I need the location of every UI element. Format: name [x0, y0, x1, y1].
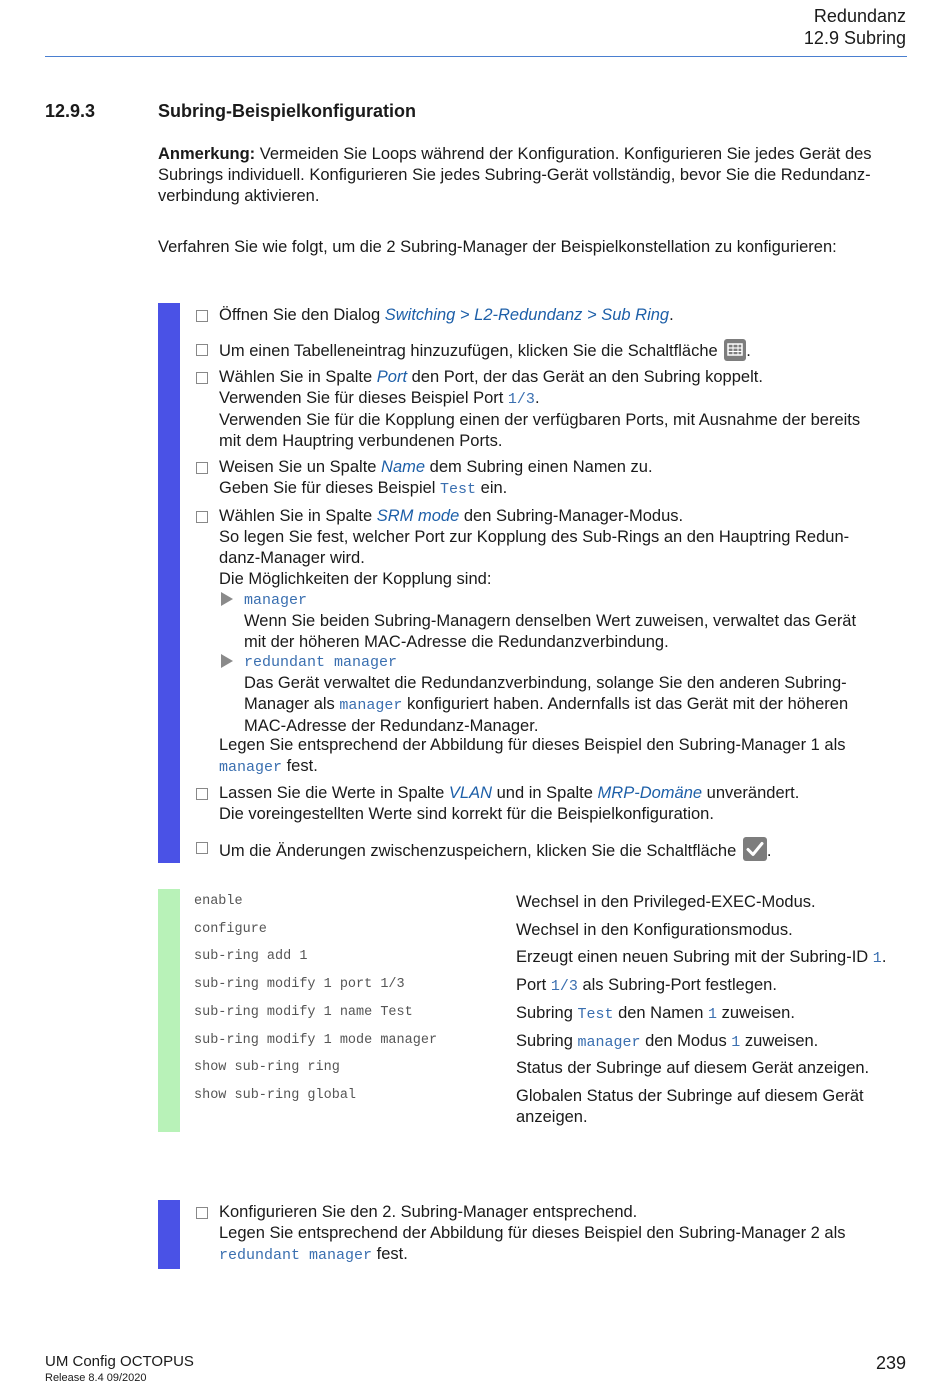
page-number: 239	[875, 1353, 906, 1373]
cli-command: configure	[194, 922, 267, 937]
note-label: Anmerkung:	[158, 145, 256, 163]
cli-command: sub-ring add 1	[194, 949, 308, 964]
footer-release: Release 8.4 09/2020	[45, 1372, 147, 1384]
step-add-entry: Um einen Tabelleneintrag hinzuzufügen, klicken Sie die Schaltfläche .	[219, 339, 909, 362]
bullet-triangle-icon	[221, 654, 233, 668]
step-save: Um die Änderungen zwischenzuspeichern, klicken Sie die Schaltfläche .	[219, 837, 909, 862]
cli-command: sub-ring modify 1 port 1/3	[194, 977, 405, 992]
cli-command: sub-ring modify 1 mode manager	[194, 1033, 438, 1048]
checkbox-icon	[196, 344, 208, 356]
footer-doc-title: UM Config OCTOPUS	[45, 1353, 194, 1370]
intro-paragraph: Verfahren Sie wie folgt, um die 2 Subring-Manager der Beispielkonstellation zu konfigurieren:	[158, 238, 837, 256]
note-paragraph: Anmerkung: Vermeiden Sie Loops während der Konfiguration. Konfigurieren Sie jedes Gerät des Subrings individuell. Konfigurieren Sie jedes Subring-Gerät vollständig, bevor Sie die Redundanz- verbindung aktivieren.	[158, 145, 872, 205]
header-rule	[45, 56, 907, 57]
step-srm-mode: Wählen Sie in Spalte SRM mode den Subring-Manager-Modus. So legen Sie fest, welcher Port zur Kopplung des Sub-Rings an den Hauptring Redun- danz-Manager wird. Die Möglichkeiten der Kopplung sind:	[219, 507, 850, 588]
cli-description: Subring manager den Modus 1 zuweisen.	[516, 1032, 819, 1051]
step-assign-name: Weisen Sie un Spalte Name dem Subring einen Namen zu. Geben Sie für dieses Beispiel Test ein.	[219, 458, 653, 498]
checkbox-icon	[196, 310, 208, 322]
section-number: 12.9.3	[45, 101, 96, 121]
step-second-manager: Konfigurieren Sie den 2. Subring-Manager entsprechend. Legen Sie entsprechend der Abbildung für dieses Beispiel den Subring-Manager 2 als redundant manager fest.	[219, 1203, 846, 1264]
instruction-bar	[158, 1200, 180, 1269]
checkbox-icon	[196, 788, 208, 800]
cli-description: Port 1/3 als Subring-Port festlegen.	[516, 976, 777, 995]
cli-command: show sub-ring global	[194, 1088, 357, 1103]
step-open-dialog: Öffnen Sie den Dialog Switching > L2-Redundanz > Sub Ring.	[219, 306, 674, 324]
cli-bar	[158, 889, 180, 1132]
cli-command: enable	[194, 894, 243, 909]
instruction-bar	[158, 303, 180, 863]
checkbox-icon	[196, 842, 208, 854]
cli-description: Status der Subringe auf diesem Gerät anzeigen.	[516, 1059, 870, 1077]
step-select-port: Wählen Sie in Spalte Port den Port, der das Gerät an den Subring koppelt. Verwenden Sie für dieses Beispiel Port 1/3. Verwenden Sie für die Kopplung einen der verfügbaren Ports, mit Ausnahme der bereits mit dem Hauptring verbundenen Ports.	[219, 368, 861, 450]
checkmark-save-icon[interactable]	[743, 837, 767, 861]
cli-description: Wechsel in den Konfigurationsmodus.	[516, 921, 793, 939]
bullet-triangle-icon	[221, 592, 233, 606]
step-srm-conclusion: Legen Sie entsprechend der Abbildung für dieses Beispiel den Subring-Manager 1 als manager fest.	[219, 736, 846, 776]
option-manager: manager Wenn Sie beiden Subring-Managern denselben Wert zuweisen, verwaltet das Gerät mit der höheren MAC-Adresse die Redundanzverbindung.	[244, 592, 857, 651]
cli-command: show sub-ring ring	[194, 1060, 340, 1075]
chapter-title: Redundanz	[813, 6, 906, 26]
table-add-icon[interactable]	[724, 339, 746, 361]
section-title: 12.9 Subring	[803, 28, 906, 48]
menu-path[interactable]: Switching > L2-Redundanz > Sub Ring	[384, 306, 670, 324]
checkbox-icon	[196, 462, 208, 474]
option-redundant-manager: redundant manager Das Gerät verwaltet die Redundanzverbindung, solange Sie den anderen Subring- Manager als manager konfiguriert haben. Andernfalls ist das Gerät mit der höheren MAC-Adresse der Redundanz-Manager.	[244, 654, 849, 735]
checkbox-icon	[196, 511, 208, 523]
cli-description: Wechsel in den Privileged-EXEC-Modus.	[516, 893, 816, 911]
checkbox-icon	[196, 372, 208, 384]
cli-command: sub-ring modify 1 name Test	[194, 1005, 413, 1020]
section-heading: Subring-Beispielkonfiguration	[158, 101, 417, 121]
cli-description: Erzeugt einen neuen Subring mit der Subring-ID 1.	[516, 948, 887, 967]
cli-description: Subring Test den Namen 1 zuweisen.	[516, 1004, 795, 1023]
step-keep-values: Lassen Sie die Werte in Spalte VLAN und in Spalte MRP-Domäne unverändert. Die voreingestellten Werte sind korrekt für die Beispielkonfiguration.	[219, 784, 800, 823]
checkbox-icon	[196, 1207, 208, 1219]
cli-description: Globalen Status der Subringe auf diesem Gerät anzeigen.	[516, 1087, 864, 1126]
